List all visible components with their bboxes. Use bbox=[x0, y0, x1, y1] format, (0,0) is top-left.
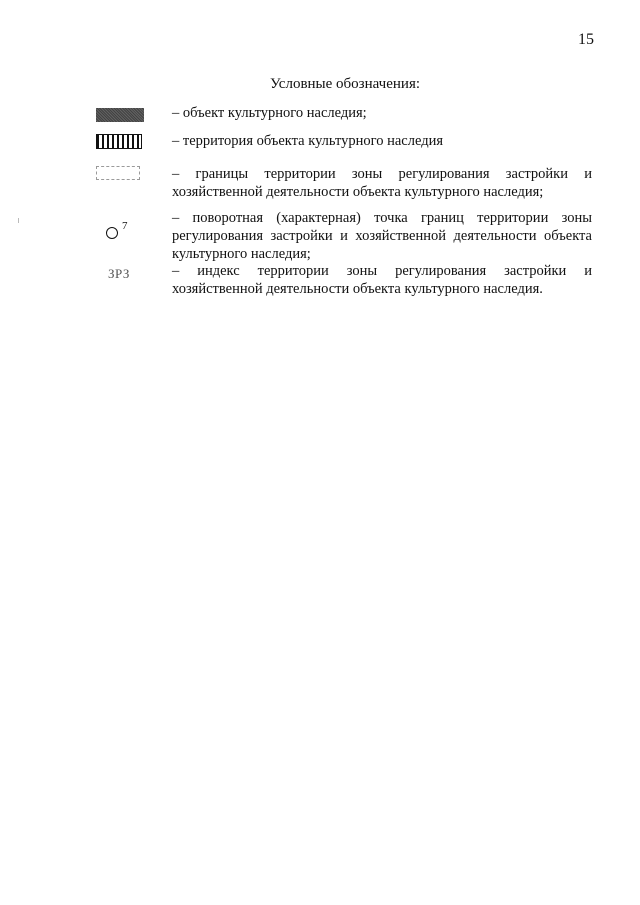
legend-item-zone-boundary bbox=[96, 164, 596, 204]
turning-point-icon bbox=[96, 220, 136, 243]
turning-point-number: 7 bbox=[122, 220, 128, 232]
legend-title: Условные обозначения: bbox=[269, 76, 421, 92]
zone-boundary-dashed-icon bbox=[96, 166, 140, 180]
legend-item-cultural-object bbox=[96, 102, 596, 126]
scan-mark bbox=[18, 218, 19, 223]
cultural-heritage-object-swatch-icon bbox=[96, 108, 144, 122]
legend-item-cultural-territory bbox=[96, 131, 596, 155]
legend-item-text: – поворотная (характерная) точка границ территории зоны регулирования застройки и хозяйственной деятельности объекта культурного наследия; bbox=[172, 210, 592, 262]
legend-item-text: – территория объекта культурного наследия bbox=[172, 133, 444, 149]
page-number: 15 bbox=[578, 31, 594, 48]
circle-icon bbox=[106, 227, 118, 239]
legend-item-text: – объект культурного наследия; bbox=[172, 105, 367, 121]
legend-item-turning-point bbox=[96, 209, 596, 265]
zone-index-label: ЗРЗ bbox=[108, 266, 130, 281]
cultural-heritage-territory-swatch-icon bbox=[96, 134, 142, 149]
legend-item-text: – индекс территории зоны регулирования застройки и хозяйственной деятельности объекта культурного наследия. bbox=[172, 263, 592, 297]
legend-item-text: – границы территории зоны регулирования застройки и хозяйственной деятельности объекта культурного наследия; bbox=[172, 166, 592, 200]
legend-item-zone-index bbox=[96, 262, 596, 302]
